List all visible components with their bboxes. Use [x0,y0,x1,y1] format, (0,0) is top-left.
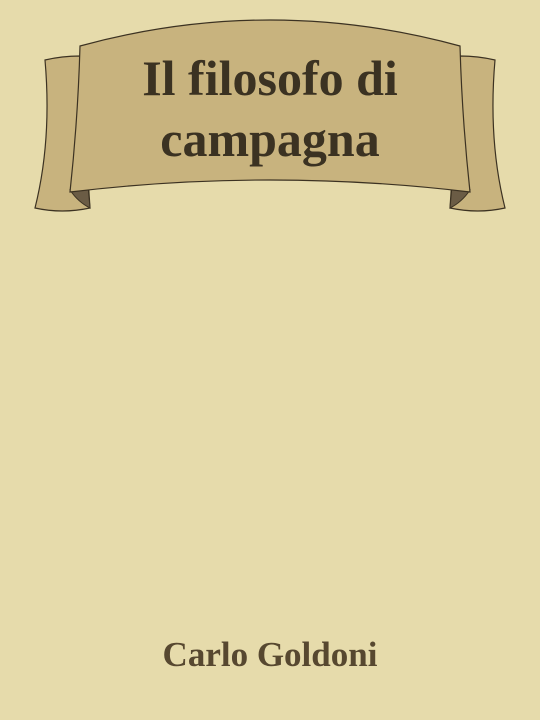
book-author: Carlo Goldoni [162,635,378,674]
book-title: Il filosofo di campagna [142,50,398,167]
